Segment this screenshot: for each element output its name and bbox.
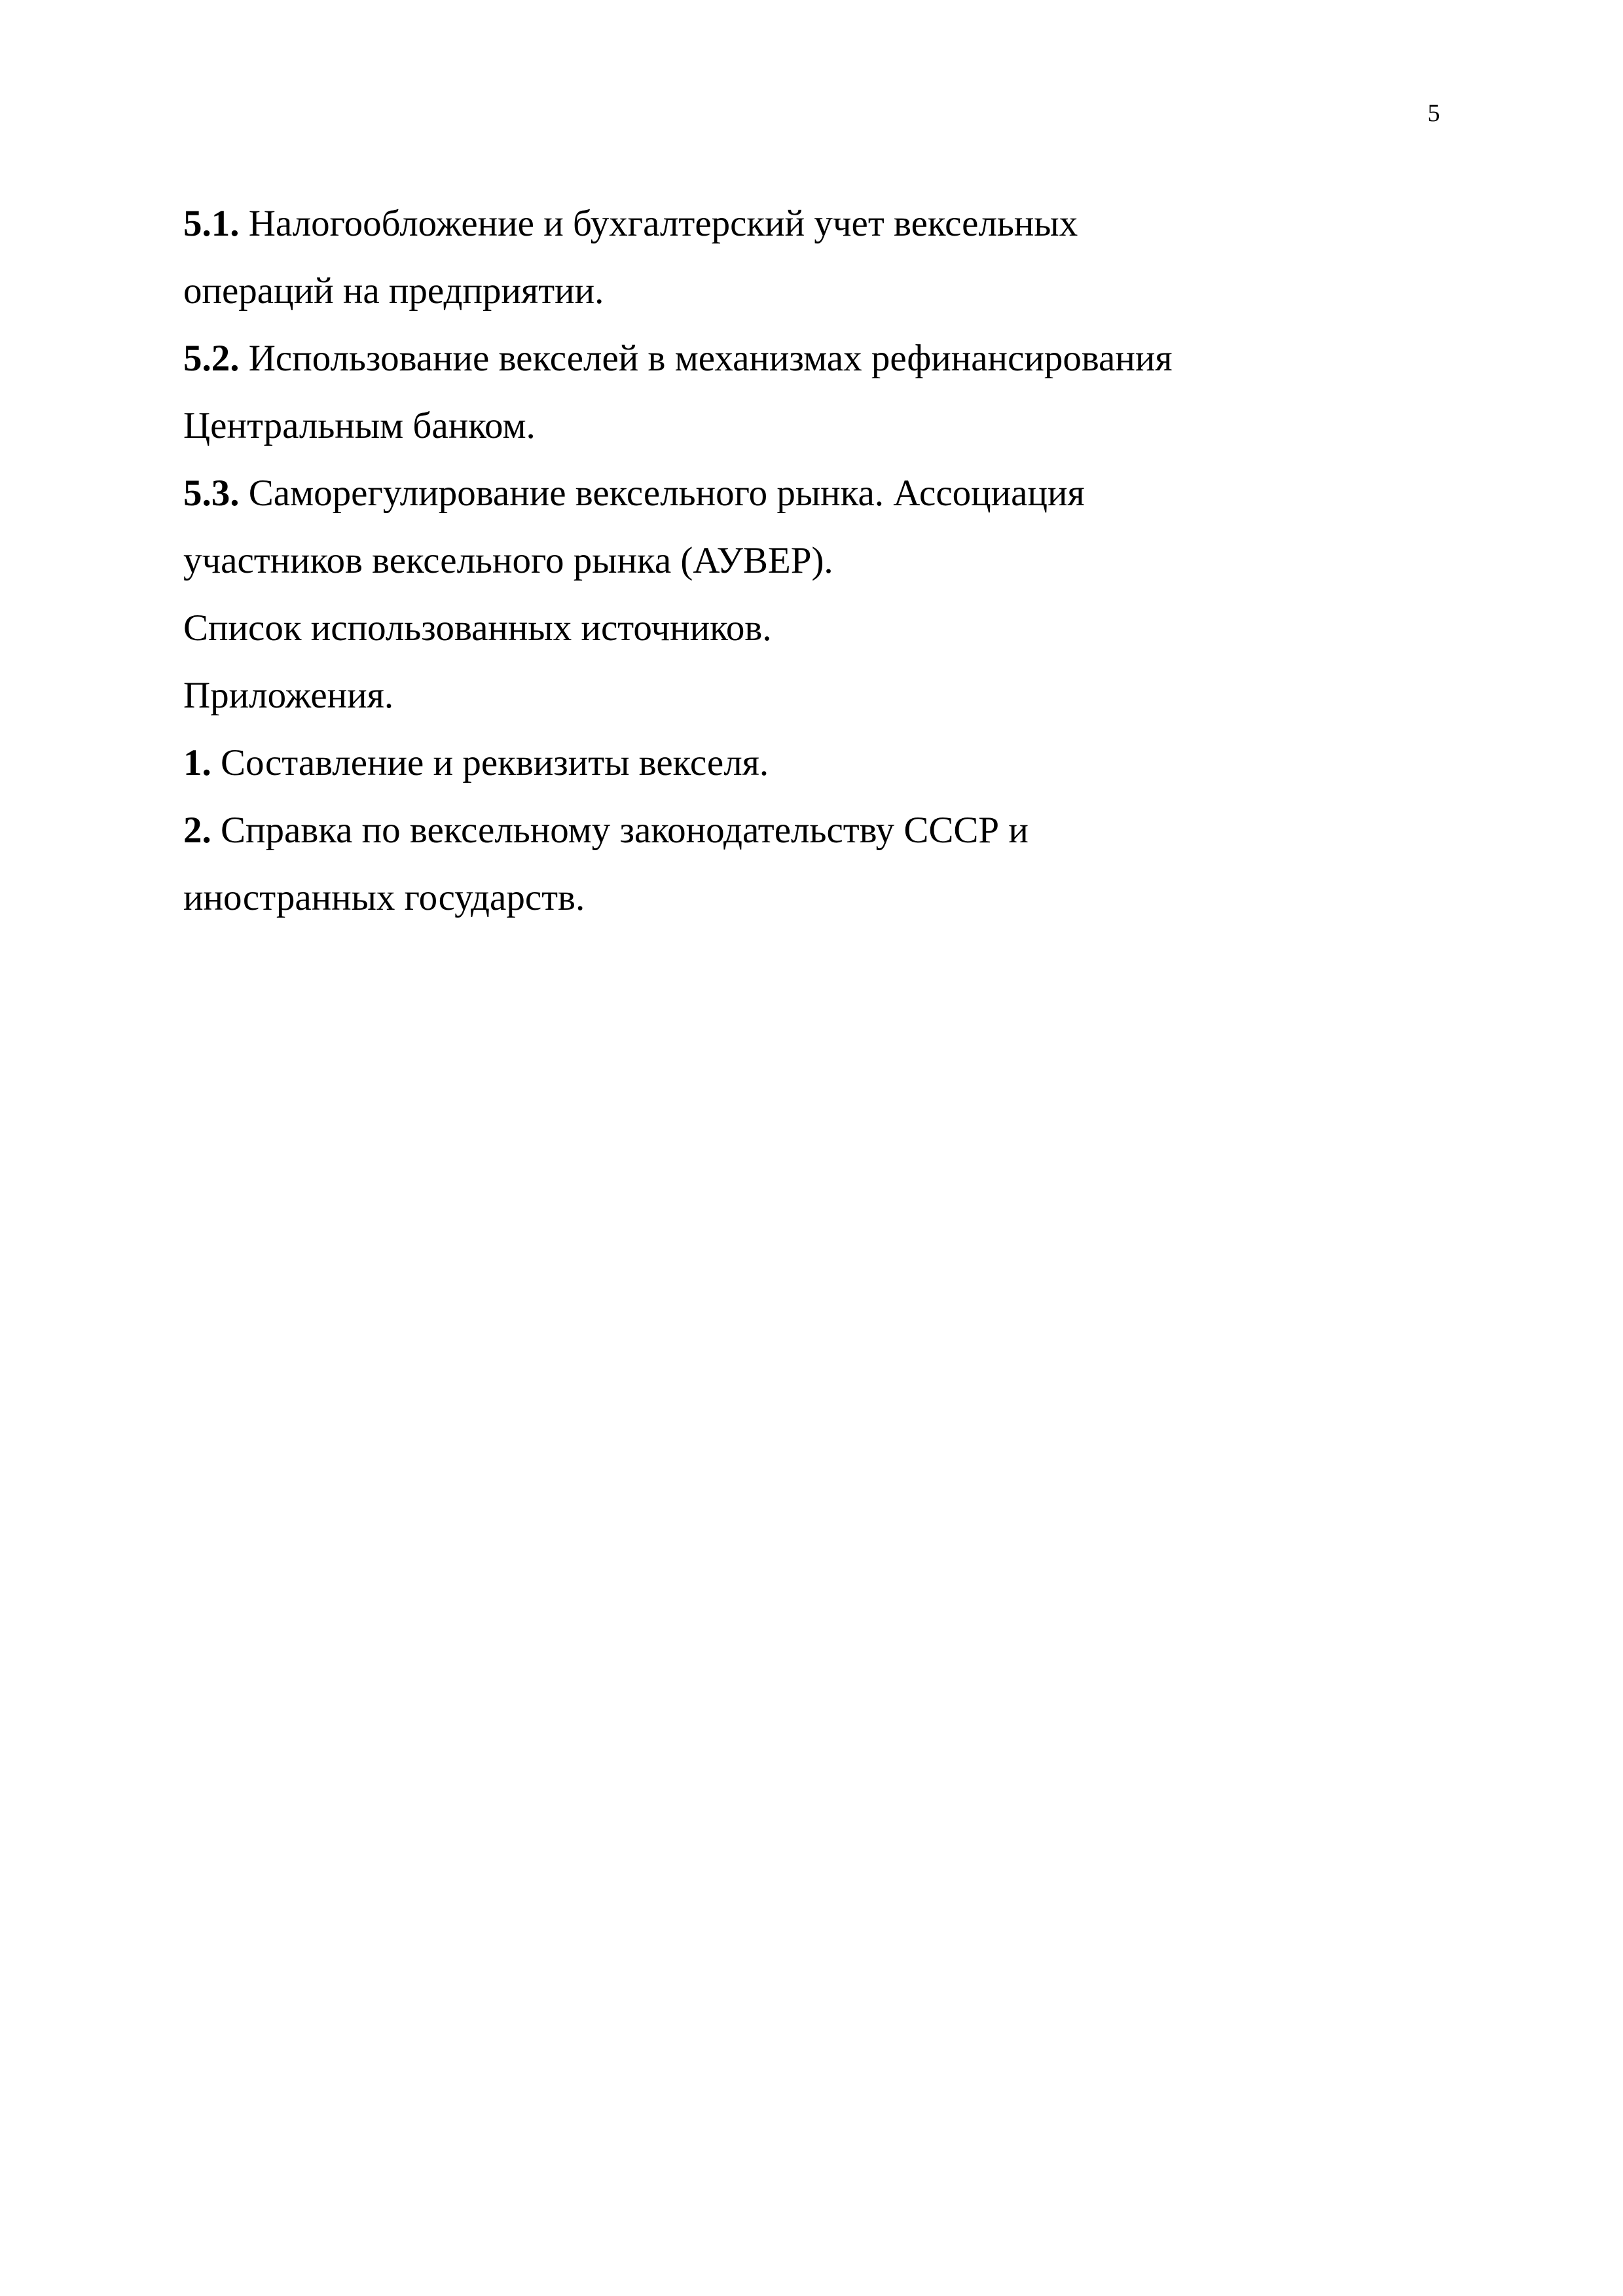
toc-line-appendix-1 xyxy=(183,729,1493,797)
toc-line-text: участников вексельного рынка (АУВЕР). xyxy=(183,540,833,581)
toc-line-text: Саморегулирование вексельного рынка. Ассоциация xyxy=(239,473,1085,514)
section-number: 5.1. xyxy=(183,203,240,244)
toc-line-text: Использование векселей в механизмах рефинансирования xyxy=(239,338,1173,379)
toc-line-5-3 xyxy=(183,459,1493,527)
toc-line-5-2-continued xyxy=(183,392,1493,459)
toc-line-appendix-2-continued xyxy=(183,864,1493,931)
section-number: 5.3. xyxy=(183,473,240,514)
section-number: 5.2. xyxy=(183,338,240,379)
toc-line-text: Приложения. xyxy=(183,675,394,716)
toc-line-appendix-2 xyxy=(183,797,1493,864)
page-number: 5 xyxy=(1427,99,1440,127)
toc-line-text: Справка по вексельному законодательству СССР и xyxy=(211,810,1029,851)
toc-line-text: Центральным банком. xyxy=(183,405,536,446)
toc-line-5-3-continued xyxy=(183,527,1493,594)
toc-line-sources xyxy=(183,594,1493,662)
toc-line-5-2 xyxy=(183,325,1493,392)
section-number: 2. xyxy=(183,810,211,851)
toc-line-text: иностранных государств. xyxy=(183,877,585,918)
toc-line-text: операций на предприятии. xyxy=(183,270,604,312)
table-of-contents xyxy=(183,190,1493,931)
toc-line-5-1 xyxy=(183,190,1493,257)
section-number: 1. xyxy=(183,742,211,783)
toc-line-text: Налогообложение и бухгалтерский учет вексельных xyxy=(239,203,1078,244)
toc-line-appendices xyxy=(183,662,1493,729)
toc-line-5-1-continued xyxy=(183,257,1493,325)
toc-line-text: Список использованных источников. xyxy=(183,607,772,649)
toc-line-text: Составление и реквизиты векселя. xyxy=(211,742,769,783)
